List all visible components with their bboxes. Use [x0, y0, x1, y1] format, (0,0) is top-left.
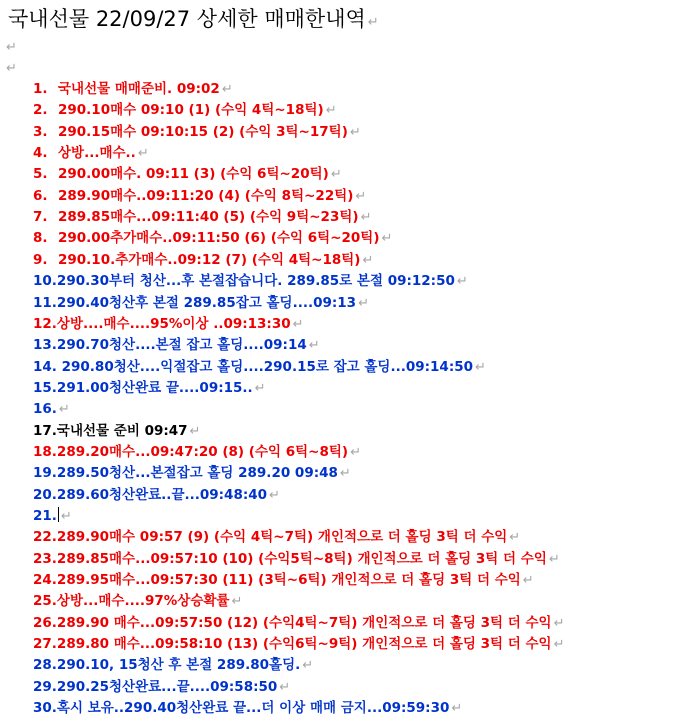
list-item-number: 3. [33, 123, 48, 140]
paragraph-mark-icon: ↵ [360, 210, 372, 226]
list-item [33, 612, 564, 634]
paragraph-mark-icon: ↵ [189, 423, 201, 439]
paragraph-mark-icon: ↵ [339, 466, 351, 482]
list-item-number: 14. [33, 358, 57, 375]
list-item [33, 249, 373, 271]
list-item [33, 526, 520, 548]
paragraph-mark-icon: ↵ [475, 359, 486, 375]
list-item-text: 290.10, 15청산 후 본절 289.80홀딩. [56, 657, 301, 674]
list-item-number: 23. [33, 550, 57, 567]
list-item-text: 289.90매수..09:11:20 (4) (수익 8틱~22틱) [58, 187, 354, 204]
list-item-text: 291.00청산완료 끝....09:15.. [56, 379, 253, 396]
list-item-number: 25. [33, 593, 57, 610]
list-item-text: 상방...매수....97%상승확률 [56, 593, 230, 610]
list-item [33, 590, 242, 612]
list-item [33, 569, 534, 591]
list-item-text: 289.90매수 09:57 (9) (수익 4틱~7틱) 개인적으로 더 홀딩 3틱 더 수익 [56, 529, 508, 546]
list-item-text: 290.10.추가매수..09:12 (7) (수익 4틱~18틱) [58, 251, 361, 268]
document-title: 국내선물 22/09/27 상세한 매매한내역 ↵ [8, 7, 379, 31]
list-item-number: 20. [33, 486, 57, 503]
paragraph-mark-icon: ↵ [350, 444, 361, 460]
list-item-text: 290.80청산....익절잡고 홀딩....290.15로 잡고 홀딩...09:14:50 [56, 358, 474, 375]
list-item [33, 654, 313, 676]
list-item-number: 29. [33, 678, 57, 695]
list-item-number: 5. [33, 166, 48, 183]
list-item-text: 290.40청산후 본절 289.85잡고 홀딩....09:13 [56, 294, 357, 311]
paragraph-mark-icon: ↵ [362, 252, 374, 268]
text-cursor-icon [58, 507, 59, 522]
list-item [33, 334, 320, 356]
list-item-number: 2. [33, 102, 48, 119]
list-item-text: 290.00추가매수..09:11:50 (6) (수익 6틱~20틱) [58, 230, 380, 247]
list-item-text: 290.10매수 09:10 (1) (수익 4틱~18틱) [58, 102, 324, 119]
list-item [33, 377, 266, 399]
list-item-text: 289.85매수...09:11:40 (5) (수익 9틱~23틱) [58, 209, 359, 226]
paragraph-mark-icon: ↵ [522, 573, 534, 589]
list-item-number: 4. [33, 145, 48, 162]
list-item [33, 420, 200, 442]
list-item [33, 292, 369, 314]
list-item [33, 206, 371, 228]
list-item-text: 290.25청산완료...끝....09:58:50 [56, 678, 278, 695]
list-item-number: 9. [33, 251, 48, 268]
list-item-number: 18. [33, 443, 57, 460]
paragraph-mark-icon: ↵ [221, 82, 233, 97]
list-item [33, 142, 149, 164]
list-item [33, 441, 361, 463]
list-item-number: 30. [33, 700, 57, 717]
paragraph-mark-icon: ↵ [451, 701, 463, 717]
list-item-number: 15. [33, 379, 57, 396]
paragraph-mark-icon: ↵ [279, 679, 291, 695]
list-item-number: 22. [33, 529, 57, 546]
paragraph-mark-icon: ↵ [456, 274, 468, 290]
list-item-number: 7. [33, 209, 48, 226]
paragraph-mark-icon: ↵ [231, 594, 243, 610]
list-item-number: 1. [33, 81, 48, 97]
list-item [33, 356, 486, 378]
list-item-text: 290.70청산....본절 잡고 홀딩....09:14 [56, 337, 307, 354]
list-item [33, 163, 342, 185]
list-item [33, 398, 70, 420]
paragraph-mark-icon: ↵ [349, 124, 361, 140]
list-item-number: 12. [33, 315, 57, 332]
paragraph-mark-icon: ↵ [254, 380, 266, 396]
paragraph-mark-icon: ↵ [60, 509, 72, 524]
list-item [33, 78, 233, 100]
paragraph-mark-icon: ↵ [269, 487, 280, 503]
list-item-number: 8. [33, 230, 48, 247]
list-item-text: 국내선물 준비 09:47 [56, 422, 188, 439]
list-item [33, 121, 361, 143]
list-item-number: 17. [33, 422, 57, 439]
list-item-text: 혹시 보유..290.40청산완료 끝...더 이상 매매 금지...09:59:30 [56, 700, 450, 717]
list-item-text: 289.20매수...09:47:20 (8) (수익 6틱~8틱) [56, 443, 349, 460]
list-item-number: 11. [33, 294, 57, 311]
list-item-number: 26. [33, 614, 57, 631]
paragraph-mark-icon: ↵ [137, 146, 149, 162]
list-item-text: 289.50청산...본절잡고 홀딩 289.20 09:48 [56, 465, 338, 482]
list-item-text: 289.60청산완료..끝...09:48:40 [56, 486, 268, 503]
paragraph-mark-icon: ↵ [325, 103, 337, 119]
empty-paragraph-mark-icon: ↵ [6, 61, 17, 76]
list-item-number: 16. [33, 401, 57, 418]
list-item-text: 290.15매수 09:10:15 (2) (수익 3틱~17틱) [58, 123, 348, 140]
paragraph-mark-icon: ↵ [509, 530, 521, 546]
list-item [33, 227, 392, 249]
list-item-number: 6. [33, 187, 48, 204]
paragraph-mark-icon: ↵ [330, 167, 342, 183]
paragraph-mark-icon: ↵ [302, 658, 314, 674]
paragraph-mark-icon: ↵ [367, 15, 379, 30]
list-item-text: 국내선물 매매준비. 09:02 [58, 81, 220, 97]
list-item-number: 10. [33, 273, 57, 290]
list-item-text: 289.80 매수...09:58:10 (13) (수익6틱~9틱) 개인적으로 더 홀딩 3틱 더 수익 [56, 636, 552, 653]
list-item [33, 270, 468, 292]
paragraph-mark-icon: ↵ [308, 338, 320, 354]
list-item [33, 185, 366, 207]
list-item [33, 676, 290, 698]
list-item [33, 99, 337, 121]
list-item-number: 21. [33, 508, 57, 524]
list-item [33, 697, 462, 719]
list-item [33, 484, 280, 506]
paragraph-mark-icon: ↵ [292, 316, 304, 332]
paragraph-mark-icon: ↵ [553, 637, 565, 653]
paragraph-mark-icon: ↵ [548, 551, 560, 567]
paragraph-mark-icon: ↵ [553, 615, 565, 631]
list-item-number: 13. [33, 337, 57, 354]
list-item [33, 313, 304, 335]
list-item [33, 462, 351, 484]
list-item-text: 상방...매수.. [58, 145, 136, 162]
list-item-text: 289.90 매수...09:57:50 (12) (수익4틱~7틱) 개인적으로 더 홀딩 3틱 더 수익 [56, 614, 552, 631]
paragraph-mark-icon: ↵ [381, 231, 393, 247]
paragraph-mark-icon: ↵ [58, 402, 70, 418]
paragraph-mark-icon: ↵ [358, 295, 369, 311]
list-item-number: 28. [33, 657, 57, 674]
list-item-number: 19. [33, 465, 57, 482]
list-item-text: 상방....매수....95%이상 ..09:13:30 [56, 315, 291, 332]
list-item-text: 289.95매수...09:57:30 (11) (3틱~6틱) 개인적으로 더 홀딩 3틱 더 수익 [56, 572, 521, 589]
list-item-text: 290.00매수. 09:11 (3) (수익 6틱~20틱) [58, 166, 329, 183]
list-item-number: 27. [33, 636, 57, 653]
paragraph-mark-icon: ↵ [355, 188, 367, 204]
empty-paragraph-mark-icon: ↵ [6, 40, 17, 55]
list-item-number: 24. [33, 572, 57, 589]
list-item [33, 633, 564, 655]
list-item [33, 548, 560, 570]
list-item-text: 290.30부터 청산...후 본절잡습니다. 289.85로 본절 09:12:50 [56, 273, 455, 290]
list-item-text: 289.85매수...09:57:10 (10) (수익5틱~8틱) 개인적으로 더 홀딩 3틱 더 수익 [56, 550, 547, 567]
list-item [33, 505, 72, 527]
